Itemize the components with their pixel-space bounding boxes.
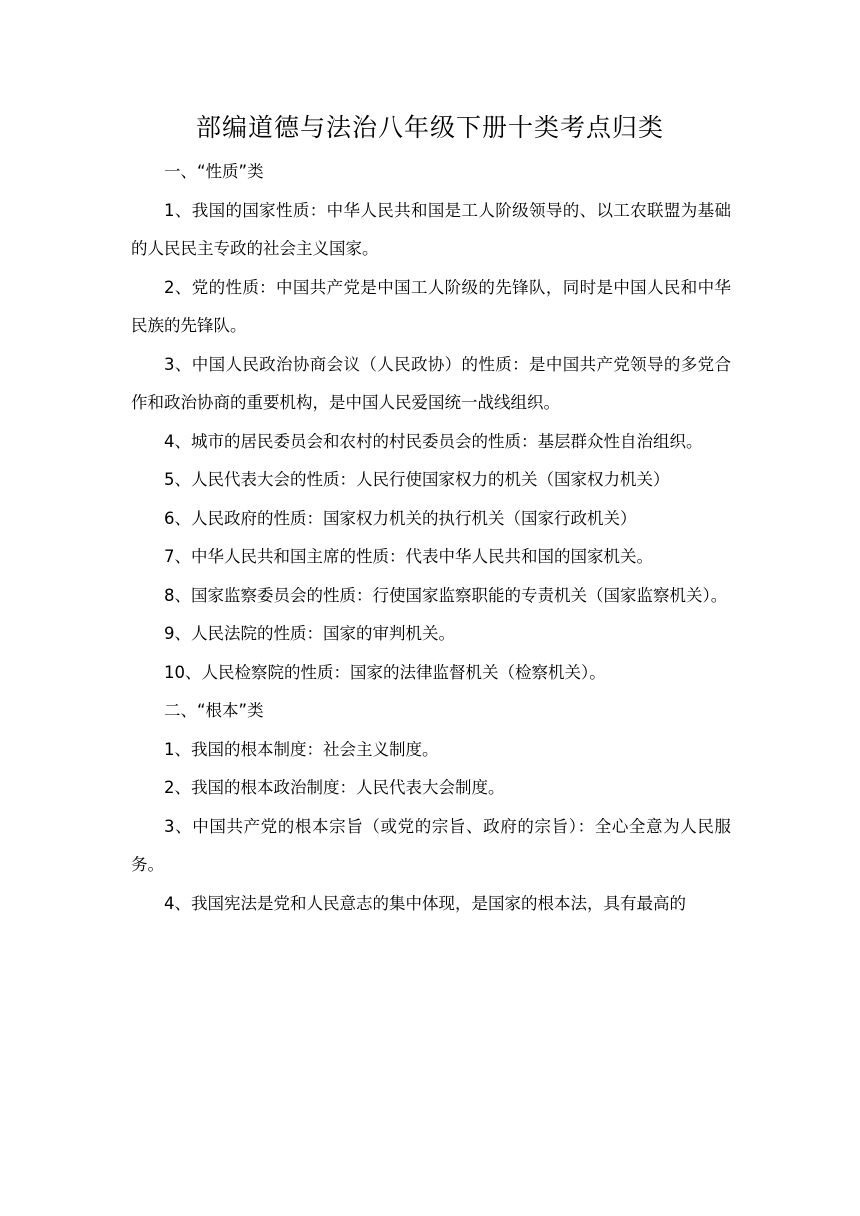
paragraph: 9、人民法院的性质：国家的审判机关。 — [164, 624, 455, 643]
paragraph: 7、中华人民共和国主席的性质：代表中华人民共和国的国家机关。 — [164, 547, 653, 566]
paragraph: 3、中国人民政治协商会议（人民政协）的性质：是中国共产党领导的多党合作和政治协商的重要机构，是中国人民爱国统一战线组织。 — [131, 354, 731, 412]
paragraph: 2、党的性质：中国共产党是中国工人阶级的先锋队，同时是中国人民和中华民族的先锋队。 — [131, 277, 731, 335]
section-heading-fundamental: 二、“根本”类 — [164, 701, 264, 720]
document-title: 部编道德与法治八年级下册十类考点归类 — [195, 113, 664, 142]
section-heading-nature: 一、“性质”类 — [164, 162, 264, 181]
paragraph: 1、我国的根本制度：社会主义制度。 — [164, 739, 439, 759]
paragraph: 2、我国的根本政治制度：人民代表大会制度。 — [164, 778, 505, 797]
paragraph: 4、城市的居民委员会和农村的村民委员会的性质：基层群众性自治组织。 — [164, 431, 703, 451]
paragraph: 6、人民政府的性质：国家权力机关的执行机关（国家行政机关） — [164, 508, 637, 528]
paragraph: 10、人民检察院的性质：国家的法律监督机关（检察机关）。 — [164, 662, 606, 682]
paragraph: 4、我国宪法是党和人民意志的集中体现，是国家的根本法，具有最高的 — [164, 893, 686, 913]
paragraph: 3、中国共产党的根本宗旨（或党的宗旨、政府的宗旨）：全心全意为人民服务。 — [131, 816, 731, 874]
paragraph: 8、国家监察委员会的性质：行使国家监察职能的专责机关（国家监察机关）。 — [164, 585, 728, 605]
paragraph: 1、我国的国家性质：中华人民共和国是工人阶级领导的、以工农联盟为基础的人民民主专政的社会主义国家。 — [131, 200, 731, 258]
paragraph: 5、人民代表大会的性质：人民行使国家权力的机关（国家权力机关） — [164, 470, 670, 489]
document-body — [131, 153, 731, 923]
